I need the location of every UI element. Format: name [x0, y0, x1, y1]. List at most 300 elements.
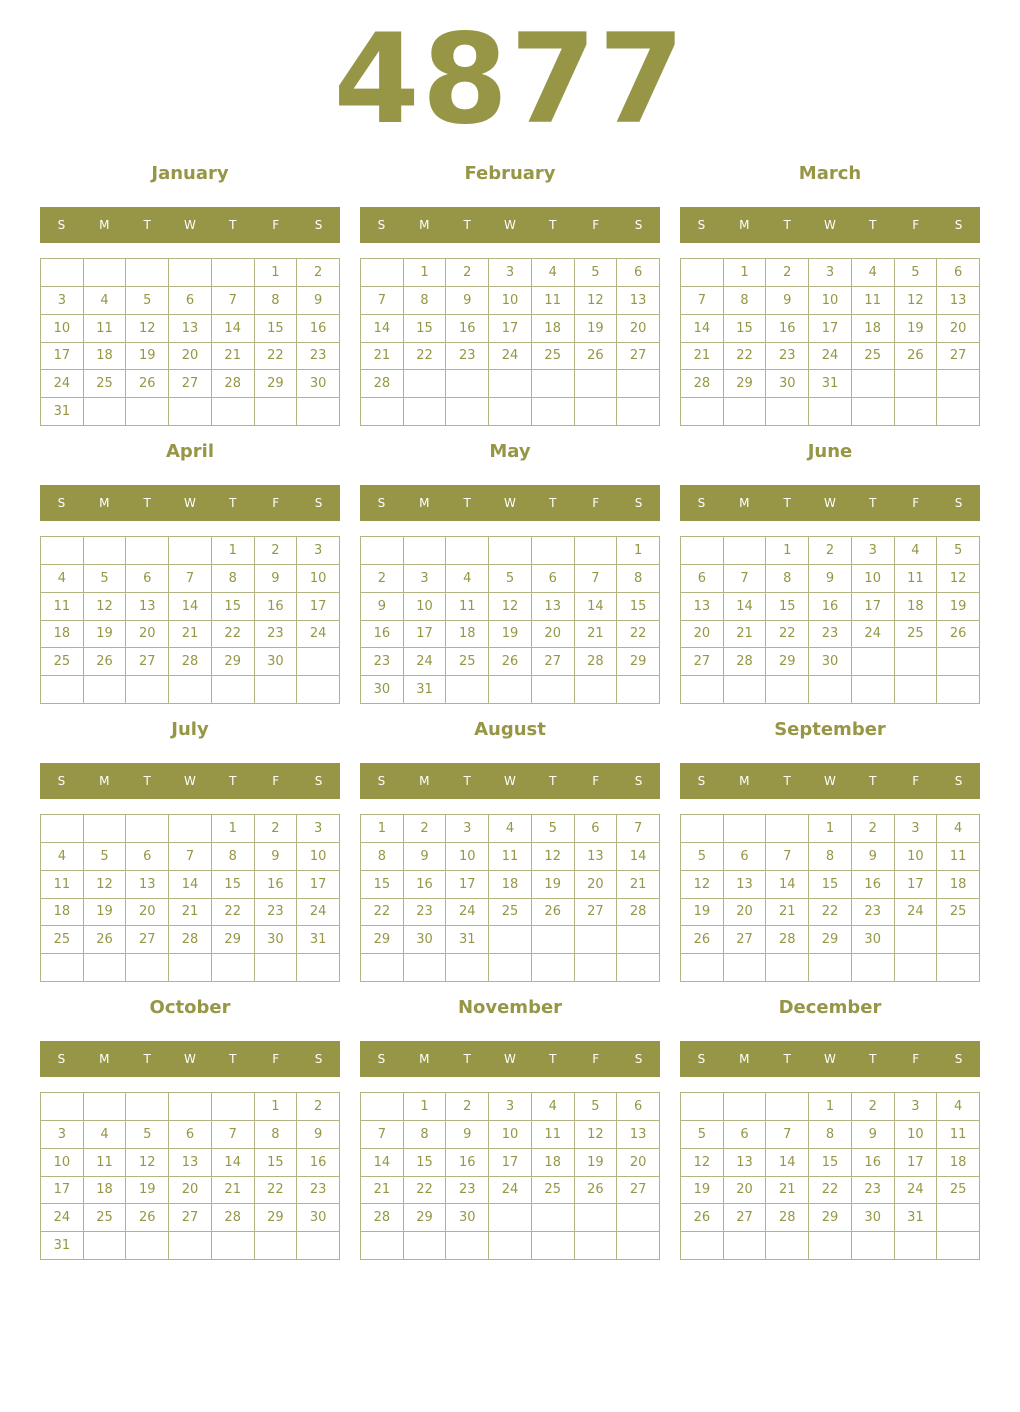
day-cell: 17	[489, 1149, 532, 1177]
empty-day-cell	[681, 1232, 724, 1260]
day-cell: 31	[297, 926, 340, 954]
weekday-label: M	[739, 1052, 750, 1066]
empty-day-cell	[84, 259, 127, 287]
weekday-label: S	[57, 496, 66, 510]
day-cell: 6	[532, 565, 575, 593]
day-cell: 26	[126, 1204, 169, 1232]
day-cell: 3	[41, 287, 84, 315]
day-cell: 23	[255, 621, 298, 649]
day-cell: 14	[169, 871, 212, 899]
day-cell: 28	[617, 899, 660, 927]
empty-day-cell	[724, 1093, 767, 1121]
day-cell: 7	[361, 287, 404, 315]
day-cell: 17	[809, 315, 852, 343]
day-cell: 22	[809, 899, 852, 927]
day-grid	[360, 1092, 660, 1260]
empty-day-cell	[169, 398, 212, 426]
empty-day-cell	[255, 1232, 298, 1260]
empty-day-cell	[84, 398, 127, 426]
day-grid	[680, 814, 980, 982]
day-cell: 5	[84, 565, 127, 593]
day-cell: 19	[84, 621, 127, 649]
weekday-header	[360, 1041, 660, 1077]
empty-day-cell	[404, 537, 447, 565]
empty-day-cell	[617, 954, 660, 982]
day-cell: 22	[255, 343, 298, 371]
day-cell: 18	[895, 593, 938, 621]
day-cell: 18	[84, 343, 127, 371]
day-cell: 7	[212, 287, 255, 315]
weekday-header	[40, 763, 340, 799]
day-cell: 23	[852, 1177, 895, 1205]
day-cell: 26	[681, 926, 724, 954]
day-cell: 18	[532, 315, 575, 343]
empty-day-cell	[41, 537, 84, 565]
day-cell: 27	[617, 1177, 660, 1205]
day-cell: 27	[937, 343, 980, 371]
empty-day-cell	[575, 926, 618, 954]
empty-day-cell	[895, 954, 938, 982]
day-cell: 24	[446, 899, 489, 927]
weekday-header	[680, 207, 980, 243]
empty-day-cell	[255, 954, 298, 982]
day-grid	[360, 536, 660, 704]
day-cell: 13	[724, 871, 767, 899]
day-cell: 2	[852, 815, 895, 843]
weekday-label: F	[272, 496, 280, 510]
day-cell: 25	[489, 899, 532, 927]
empty-day-cell	[212, 1232, 255, 1260]
day-cell: 30	[255, 926, 298, 954]
day-cell: 21	[681, 343, 724, 371]
day-cell: 13	[169, 315, 212, 343]
empty-day-cell	[724, 676, 767, 704]
day-cell: 9	[404, 843, 447, 871]
day-cell: 6	[575, 815, 618, 843]
day-cell: 11	[84, 315, 127, 343]
day-cell: 10	[41, 315, 84, 343]
day-cell: 4	[852, 259, 895, 287]
day-grid	[680, 536, 980, 704]
day-cell: 8	[617, 565, 660, 593]
empty-day-cell	[169, 259, 212, 287]
empty-day-cell	[297, 676, 340, 704]
day-cell: 18	[532, 1149, 575, 1177]
day-cell: 30	[297, 370, 340, 398]
day-cell: 17	[489, 315, 532, 343]
weekday-label: F	[592, 1052, 600, 1066]
day-cell: 6	[724, 1121, 767, 1149]
day-cell: 27	[169, 1204, 212, 1232]
day-cell: 29	[255, 1204, 298, 1232]
weekday-label: F	[272, 218, 280, 232]
day-cell: 24	[809, 343, 852, 371]
empty-day-cell	[126, 537, 169, 565]
weekday-label: M	[99, 1052, 110, 1066]
empty-day-cell	[575, 954, 618, 982]
empty-day-cell	[297, 954, 340, 982]
day-cell: 20	[169, 343, 212, 371]
day-cell: 19	[937, 593, 980, 621]
month-title: September	[774, 719, 886, 740]
day-cell: 10	[809, 287, 852, 315]
day-cell: 20	[126, 899, 169, 927]
day-cell: 8	[212, 843, 255, 871]
empty-day-cell	[852, 1232, 895, 1260]
day-cell: 5	[681, 843, 724, 871]
day-cell: 4	[532, 1093, 575, 1121]
empty-day-cell	[297, 648, 340, 676]
weekday-label: S	[57, 218, 66, 232]
day-cell: 22	[766, 621, 809, 649]
day-cell: 13	[126, 871, 169, 899]
day-cell: 2	[809, 537, 852, 565]
empty-day-cell	[575, 370, 618, 398]
day-cell: 18	[41, 899, 84, 927]
day-cell: 17	[446, 871, 489, 899]
empty-day-cell	[255, 676, 298, 704]
day-cell: 31	[41, 398, 84, 426]
day-cell: 2	[446, 1093, 489, 1121]
weekday-label: T	[143, 218, 151, 232]
day-cell: 26	[895, 343, 938, 371]
day-cell: 19	[84, 899, 127, 927]
empty-day-cell	[126, 1093, 169, 1121]
day-cell: 14	[766, 871, 809, 899]
day-cell: 7	[724, 565, 767, 593]
empty-day-cell	[766, 676, 809, 704]
day-cell: 29	[724, 370, 767, 398]
day-cell: 21	[361, 1177, 404, 1205]
empty-day-cell	[126, 398, 169, 426]
empty-day-cell	[617, 926, 660, 954]
weekday-label: F	[592, 774, 600, 788]
day-cell: 15	[361, 871, 404, 899]
empty-day-cell	[937, 1232, 980, 1260]
day-cell: 26	[575, 1177, 618, 1205]
empty-day-cell	[446, 1232, 489, 1260]
day-cell: 18	[852, 315, 895, 343]
months-grid	[40, 160, 980, 1262]
weekday-label: W	[184, 496, 196, 510]
empty-day-cell	[84, 815, 127, 843]
empty-day-cell	[895, 676, 938, 704]
day-cell: 15	[809, 871, 852, 899]
empty-day-cell	[575, 537, 618, 565]
month-title: March	[798, 163, 862, 184]
day-cell: 30	[446, 1204, 489, 1232]
empty-day-cell	[575, 1232, 618, 1260]
empty-day-cell	[575, 398, 618, 426]
weekday-label: S	[634, 496, 643, 510]
day-cell: 16	[297, 315, 340, 343]
day-cell: 16	[361, 621, 404, 649]
weekday-label: W	[184, 1052, 196, 1066]
day-cell: 20	[532, 621, 575, 649]
empty-day-cell	[937, 370, 980, 398]
day-cell: 28	[724, 648, 767, 676]
weekday-label: S	[57, 774, 66, 788]
day-cell: 18	[446, 621, 489, 649]
day-cell: 15	[724, 315, 767, 343]
weekday-label: T	[783, 218, 791, 232]
weekday-label: T	[869, 1052, 877, 1066]
day-cell: 14	[169, 593, 212, 621]
empty-day-cell	[404, 398, 447, 426]
weekday-label: T	[783, 1052, 791, 1066]
day-cell: 22	[255, 1177, 298, 1205]
day-cell: 23	[766, 343, 809, 371]
empty-day-cell	[809, 398, 852, 426]
month-june	[680, 438, 980, 706]
day-cell: 8	[212, 565, 255, 593]
weekday-label: F	[592, 496, 600, 510]
weekday-label: W	[824, 774, 836, 788]
day-cell: 13	[169, 1149, 212, 1177]
weekday-label: M	[99, 218, 110, 232]
day-cell: 22	[212, 899, 255, 927]
weekday-label: S	[954, 774, 963, 788]
day-cell: 4	[489, 815, 532, 843]
day-cell: 14	[361, 1149, 404, 1177]
empty-day-cell	[255, 398, 298, 426]
day-cell: 4	[41, 565, 84, 593]
day-cell: 10	[41, 1149, 84, 1177]
day-cell: 9	[852, 843, 895, 871]
day-cell: 8	[361, 843, 404, 871]
day-cell: 13	[126, 593, 169, 621]
day-cell: 29	[809, 926, 852, 954]
day-cell: 25	[84, 370, 127, 398]
day-cell: 6	[937, 259, 980, 287]
day-cell: 26	[489, 648, 532, 676]
weekday-label: S	[314, 496, 323, 510]
day-cell: 12	[681, 1149, 724, 1177]
weekday-label: S	[954, 1052, 963, 1066]
day-cell: 24	[404, 648, 447, 676]
day-cell: 20	[617, 315, 660, 343]
day-cell: 2	[852, 1093, 895, 1121]
empty-day-cell	[126, 954, 169, 982]
month-february	[360, 160, 660, 428]
empty-day-cell	[84, 954, 127, 982]
weekday-label: M	[419, 774, 430, 788]
weekday-label: W	[184, 774, 196, 788]
day-cell: 2	[446, 259, 489, 287]
day-cell: 13	[532, 593, 575, 621]
day-cell: 4	[937, 815, 980, 843]
empty-day-cell	[895, 648, 938, 676]
weekday-label: S	[634, 774, 643, 788]
day-cell: 25	[446, 648, 489, 676]
day-cell: 20	[126, 621, 169, 649]
day-cell: 29	[617, 648, 660, 676]
month-may	[360, 438, 660, 706]
weekday-label: S	[314, 218, 323, 232]
day-cell: 11	[41, 593, 84, 621]
day-cell: 19	[532, 871, 575, 899]
day-cell: 5	[681, 1121, 724, 1149]
day-cell: 11	[532, 1121, 575, 1149]
day-cell: 15	[255, 315, 298, 343]
day-cell: 13	[575, 843, 618, 871]
day-cell: 12	[681, 871, 724, 899]
day-cell: 5	[575, 259, 618, 287]
day-cell: 31	[404, 676, 447, 704]
empty-day-cell	[937, 648, 980, 676]
day-cell: 9	[297, 1121, 340, 1149]
day-cell: 16	[255, 593, 298, 621]
empty-day-cell	[489, 370, 532, 398]
day-cell: 7	[766, 1121, 809, 1149]
day-cell: 7	[169, 843, 212, 871]
day-cell: 12	[126, 1149, 169, 1177]
day-cell: 2	[361, 565, 404, 593]
day-cell: 6	[126, 843, 169, 871]
day-cell: 28	[361, 370, 404, 398]
weekday-label: T	[229, 218, 237, 232]
month-december	[680, 994, 980, 1262]
day-cell: 21	[169, 899, 212, 927]
weekday-label: T	[549, 774, 557, 788]
weekday-label: T	[463, 1052, 471, 1066]
day-cell: 19	[575, 1149, 618, 1177]
day-cell: 15	[212, 593, 255, 621]
day-cell: 14	[212, 1149, 255, 1177]
day-cell: 3	[297, 537, 340, 565]
weekday-label: M	[739, 774, 750, 788]
weekday-label: W	[504, 1052, 516, 1066]
day-cell: 3	[489, 1093, 532, 1121]
weekday-label: M	[419, 496, 430, 510]
day-cell: 2	[255, 537, 298, 565]
empty-day-cell	[617, 1204, 660, 1232]
day-cell: 3	[895, 815, 938, 843]
day-cell: 18	[84, 1177, 127, 1205]
day-cell: 6	[724, 843, 767, 871]
day-cell: 14	[212, 315, 255, 343]
day-cell: 21	[361, 343, 404, 371]
weekday-label: F	[912, 774, 920, 788]
year-title: 4877	[333, 8, 687, 152]
day-cell: 9	[766, 287, 809, 315]
day-cell: 28	[169, 926, 212, 954]
weekday-label: T	[463, 496, 471, 510]
day-cell: 4	[41, 843, 84, 871]
month-november	[360, 994, 660, 1262]
empty-day-cell	[212, 676, 255, 704]
weekday-label: T	[463, 774, 471, 788]
empty-day-cell	[766, 1232, 809, 1260]
empty-day-cell	[361, 398, 404, 426]
day-cell: 17	[41, 1177, 84, 1205]
day-cell: 22	[809, 1177, 852, 1205]
day-cell: 7	[169, 565, 212, 593]
weekday-label: T	[229, 774, 237, 788]
day-cell: 29	[809, 1204, 852, 1232]
day-cell: 24	[297, 899, 340, 927]
day-cell: 1	[404, 259, 447, 287]
empty-day-cell	[404, 370, 447, 398]
month-title: August	[474, 719, 546, 740]
day-cell: 10	[489, 1121, 532, 1149]
day-cell: 2	[766, 259, 809, 287]
day-cell: 26	[937, 621, 980, 649]
empty-day-cell	[169, 1093, 212, 1121]
day-cell: 10	[489, 287, 532, 315]
day-cell: 23	[809, 621, 852, 649]
day-cell: 18	[937, 871, 980, 899]
day-cell: 20	[937, 315, 980, 343]
empty-day-cell	[724, 954, 767, 982]
day-cell: 16	[852, 1149, 895, 1177]
empty-day-cell	[489, 676, 532, 704]
day-cell: 14	[766, 1149, 809, 1177]
day-cell: 10	[297, 565, 340, 593]
day-cell: 1	[404, 1093, 447, 1121]
day-cell: 22	[404, 1177, 447, 1205]
empty-day-cell	[169, 815, 212, 843]
weekday-label: T	[869, 218, 877, 232]
day-cell: 11	[937, 1121, 980, 1149]
weekday-label: T	[869, 496, 877, 510]
empty-day-cell	[126, 676, 169, 704]
empty-day-cell	[169, 1232, 212, 1260]
day-cell: 20	[724, 1177, 767, 1205]
empty-day-cell	[681, 537, 724, 565]
empty-day-cell	[489, 1232, 532, 1260]
day-cell: 30	[297, 1204, 340, 1232]
day-cell: 12	[126, 315, 169, 343]
weekday-label: F	[912, 1052, 920, 1066]
month-july	[40, 716, 340, 984]
empty-day-cell	[126, 259, 169, 287]
day-cell: 28	[169, 648, 212, 676]
day-cell: 28	[766, 1204, 809, 1232]
day-cell: 5	[937, 537, 980, 565]
weekday-header	[680, 485, 980, 521]
month-title: February	[464, 163, 556, 184]
day-cell: 9	[255, 843, 298, 871]
empty-day-cell	[84, 537, 127, 565]
weekday-label: M	[99, 774, 110, 788]
day-cell: 27	[617, 343, 660, 371]
day-grid	[680, 258, 980, 426]
empty-day-cell	[212, 398, 255, 426]
day-cell: 1	[255, 1093, 298, 1121]
day-cell: 9	[446, 1121, 489, 1149]
empty-day-cell	[212, 954, 255, 982]
day-cell: 6	[617, 259, 660, 287]
weekday-label: M	[419, 1052, 430, 1066]
day-cell: 16	[297, 1149, 340, 1177]
day-cell: 24	[852, 621, 895, 649]
empty-day-cell	[809, 954, 852, 982]
day-cell: 1	[212, 815, 255, 843]
weekday-label: S	[57, 1052, 66, 1066]
day-cell: 22	[404, 343, 447, 371]
day-cell: 4	[532, 259, 575, 287]
day-cell: 25	[937, 899, 980, 927]
day-cell: 25	[852, 343, 895, 371]
day-cell: 15	[404, 1149, 447, 1177]
day-cell: 23	[297, 343, 340, 371]
day-cell: 1	[212, 537, 255, 565]
day-cell: 6	[681, 565, 724, 593]
day-cell: 15	[766, 593, 809, 621]
day-cell: 5	[895, 259, 938, 287]
day-cell: 12	[937, 565, 980, 593]
